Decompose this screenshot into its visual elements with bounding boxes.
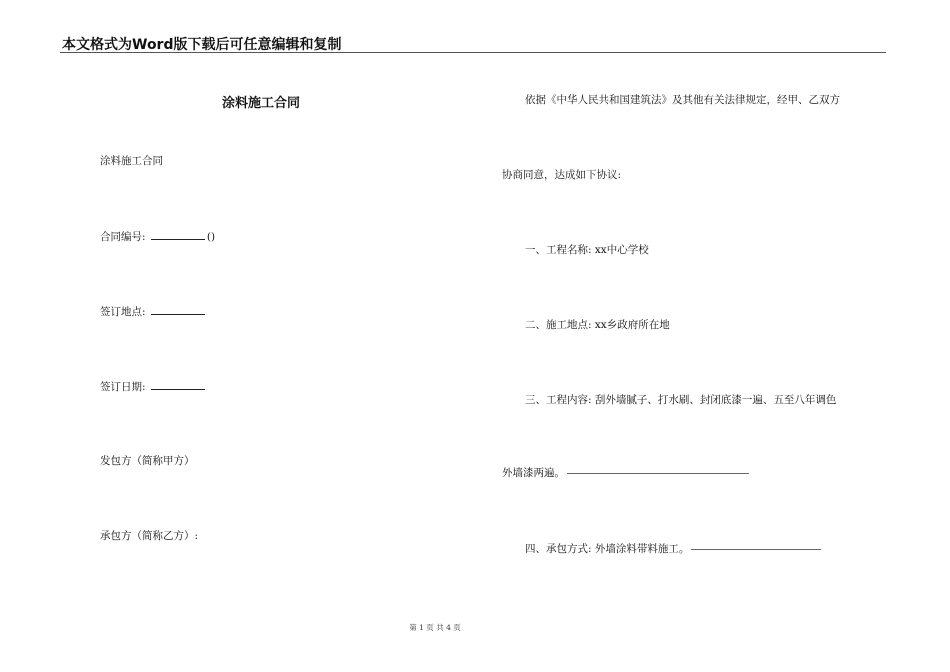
document-title: 涂料施工合同 <box>222 96 301 111</box>
sign-place-label: 签订地点: <box>100 306 146 318</box>
contract-number-label: 合同编号: <box>100 231 146 243</box>
contract-number-blank <box>151 229 205 240</box>
contract-number-row <box>100 229 215 244</box>
item-contract-method-row <box>525 542 821 556</box>
sign-place-row <box>100 304 207 319</box>
item-project-content-line-1: 三、工程内容: 刮外墙腻子、打水刷、封闭底漆一遍、五至八年调色 <box>525 394 837 406</box>
item-contract-method: 四、承包方式: 外墙涂料带料施工。 <box>525 543 690 555</box>
sign-date-label: 签订日期: <box>100 381 146 393</box>
contract-number-suffix: () <box>206 231 216 243</box>
page-number: 第 1 页 共 4 页 <box>409 623 461 632</box>
party-b-label: 承包方（简称乙方）: <box>100 530 199 542</box>
item-project-content-line-2: 外墙漆两遍。 <box>502 467 565 479</box>
intro-line-2: 协商同意，达成如下协议: <box>502 169 622 181</box>
trailing-rule <box>691 548 821 550</box>
sign-date-row <box>100 379 207 394</box>
party-a-label: 发包方（简称甲方） <box>100 455 195 467</box>
trailing-rule <box>567 472 749 474</box>
item-construction-site: 二、施工地点: xx乡政府所在地 <box>525 319 670 331</box>
item-project-content-line-2-row <box>502 466 749 480</box>
document-header: 本文格式为Word版下载后可任意编辑和复制 <box>62 37 342 53</box>
item-project-name: 一、工程名称: xx中心学校 <box>525 244 649 256</box>
contract-subtitle: 涂料施工合同 <box>100 155 163 167</box>
sign-date-blank <box>151 379 205 390</box>
header-divider <box>60 52 886 53</box>
intro-line-1: 依据《中华人民共和国建筑法》及其他有关法律规定，经甲、乙双方 <box>525 94 840 106</box>
sign-place-blank <box>151 304 205 315</box>
